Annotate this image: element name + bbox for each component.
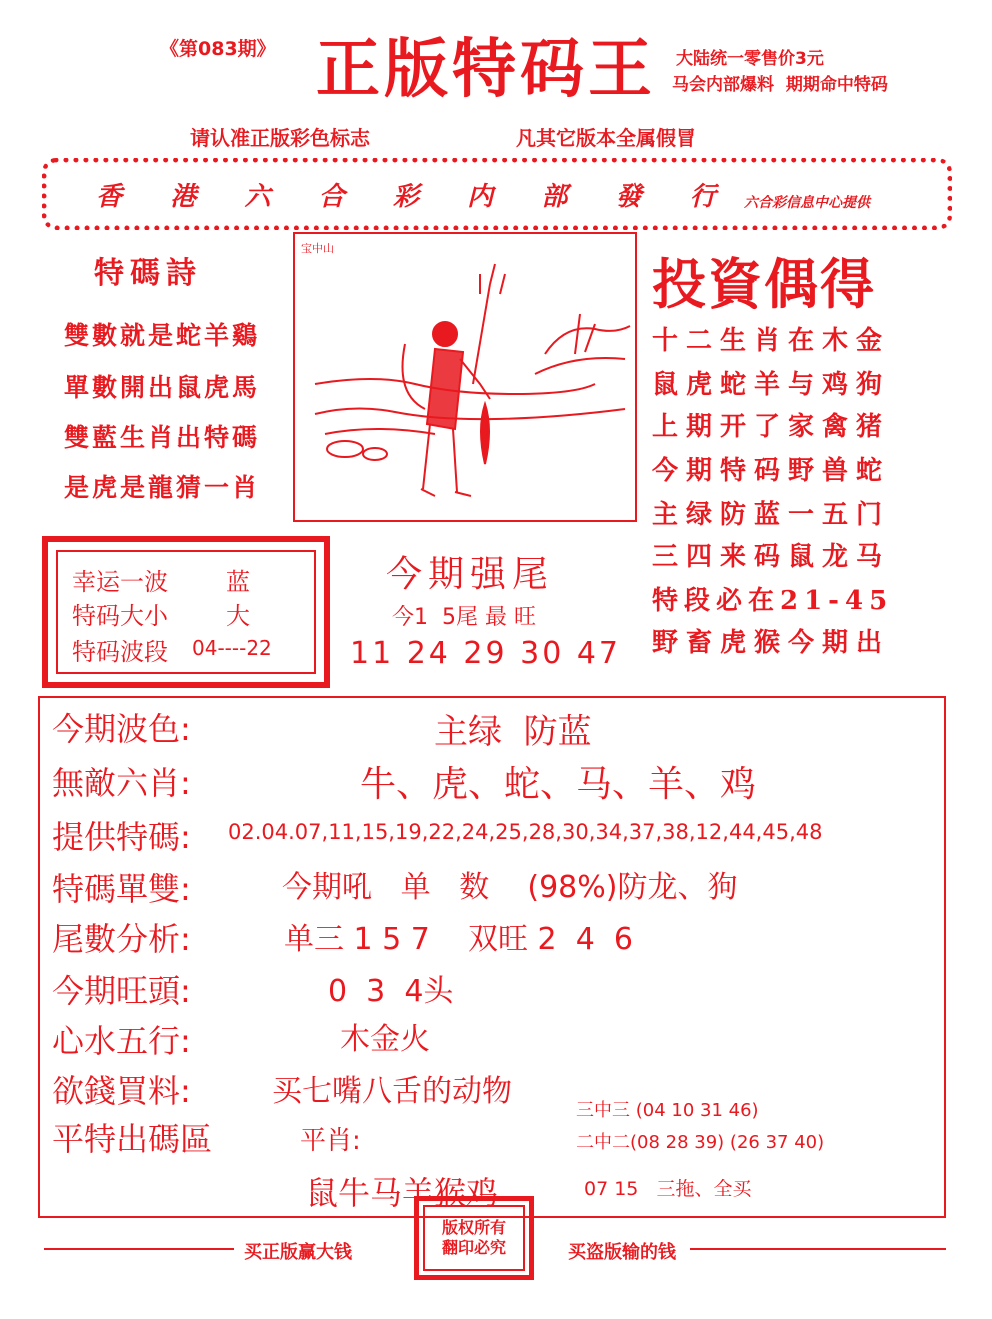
- banner-char: 内: [467, 182, 494, 212]
- invest-line: 特段必在21-45: [652, 586, 894, 616]
- poem-line: 是虎是龍猜一肖: [64, 473, 261, 502]
- tuo-numbers: 07 15 三拖、全买: [584, 1178, 752, 1200]
- row-value-flat: 平肖:: [300, 1126, 361, 1156]
- footer-rule-left: [44, 1248, 234, 1250]
- row-value-oddeven: 今期吼 单 数 (98%)防龙、狗: [282, 870, 738, 905]
- row-label-flat: 平特出碼區: [52, 1120, 213, 1158]
- row-label-head: 今期旺頭:: [52, 972, 191, 1010]
- invest-line: 主绿防蓝一五门: [652, 500, 891, 530]
- lucky-value: 04----22: [192, 636, 272, 660]
- banner-char: 彩: [392, 182, 419, 212]
- row-value-head: 0 3 4头: [328, 974, 454, 1009]
- banner-char: 行: [689, 182, 716, 212]
- banner-char: 港: [170, 182, 197, 212]
- lucky-value: 蓝: [226, 568, 250, 596]
- fake-note: 凡其它版本全属假冒: [516, 126, 696, 150]
- illustration-stamp: 宝中山: [301, 242, 334, 255]
- lucky-label: 特码波段: [72, 638, 168, 666]
- banner-chars: [96, 176, 716, 213]
- footer-left-text: 买正版赢大钱: [244, 1242, 352, 1263]
- strong-tail-subtitle: 今1 5尾 最 旺: [392, 605, 536, 630]
- banner-char: 部: [541, 182, 568, 212]
- lucky-label: 幸运一波: [72, 568, 168, 596]
- flat-animals: 鼠牛马羊猴鸡: [306, 1174, 499, 1212]
- row-label-riddle: 欲錢買料:: [52, 1072, 191, 1110]
- poem-line: 雙數就是蛇羊鷄: [64, 321, 261, 350]
- insider-note: 马会内部爆料 期期命中特码: [672, 75, 888, 95]
- row-label-numbers: 提供特碼:: [52, 818, 191, 856]
- row-label-color: 今期波色:: [52, 710, 191, 748]
- er-zhong-er: 二中二(08 28 39) (26 37 40): [576, 1132, 825, 1153]
- page-title: 正版特码王: [316, 33, 656, 107]
- row-label-elements: 心水五行:: [52, 1022, 191, 1060]
- copyright-line-2: 翻印必究: [441, 1238, 506, 1257]
- banner-char: 合: [318, 182, 345, 212]
- lucky-value: 大: [226, 602, 250, 630]
- strong-tail-numbers: 11 24 29 30 47: [350, 636, 622, 671]
- invest-line: 野畜虎猴今期出: [652, 628, 891, 658]
- invest-line: 鼠虎蛇羊与鸡狗: [652, 370, 891, 400]
- fisherman-illustration: [295, 234, 635, 520]
- illustration-frame: [293, 232, 637, 522]
- san-zhong-san: 三中三 (04 10 31 46): [576, 1100, 759, 1121]
- banner-char: 六: [244, 182, 271, 212]
- issue-number: 《第083期》: [160, 38, 276, 60]
- copyright-line-1: 版权所有: [441, 1218, 506, 1237]
- footer-rule-right: [690, 1248, 946, 1250]
- row-label-oddeven: 特碼單雙:: [52, 870, 191, 908]
- genuine-note: 请认准正版彩色标志: [190, 126, 370, 150]
- poem-title: 特碼詩: [94, 256, 202, 291]
- row-value-tail: 单三 1 5 7 双旺 2 4 6: [284, 922, 633, 957]
- banner-char: 發: [615, 182, 642, 212]
- invest-line: 上期开了家禽猪: [652, 412, 891, 442]
- banner-provider: 六合彩信息中心提供: [744, 195, 870, 211]
- invest-line: 十二生肖在木金: [652, 326, 891, 356]
- invest-line: 今期特码野兽蛇: [652, 456, 891, 486]
- lucky-label: 特码大小: [72, 602, 168, 630]
- row-value-color: 主绿 防蓝: [434, 712, 592, 752]
- poem-line: 雙藍生肖出特碼: [64, 423, 261, 452]
- copyright-box: [414, 1196, 534, 1280]
- banner-char: 香: [96, 182, 123, 212]
- invest-line: 三四来码鼠龙马: [652, 542, 891, 572]
- invest-title: 投資偶得: [652, 253, 876, 316]
- row-value-numbers: 02.04.07,11,15,19,22,24,25,28,30,34,37,38,12,44,45,48: [228, 820, 823, 844]
- strong-tail-title: 今期强尾: [386, 554, 555, 595]
- row-value-zodiac: 牛、虎、蛇、马、羊、鸡: [360, 764, 757, 805]
- row-value-riddle: 买七嘴八舌的动物: [272, 1074, 512, 1109]
- row-label-zodiac: 無敵六肖:: [52, 764, 191, 802]
- footer-right-text: 买盗版输的钱: [568, 1242, 676, 1263]
- row-label-tail: 尾數分析:: [52, 920, 191, 958]
- row-value-elements: 木金火: [340, 1022, 430, 1057]
- price-note: 大陆统一零售价3元: [676, 49, 824, 69]
- poem-line: 單數開出鼠虎馬: [64, 373, 261, 402]
